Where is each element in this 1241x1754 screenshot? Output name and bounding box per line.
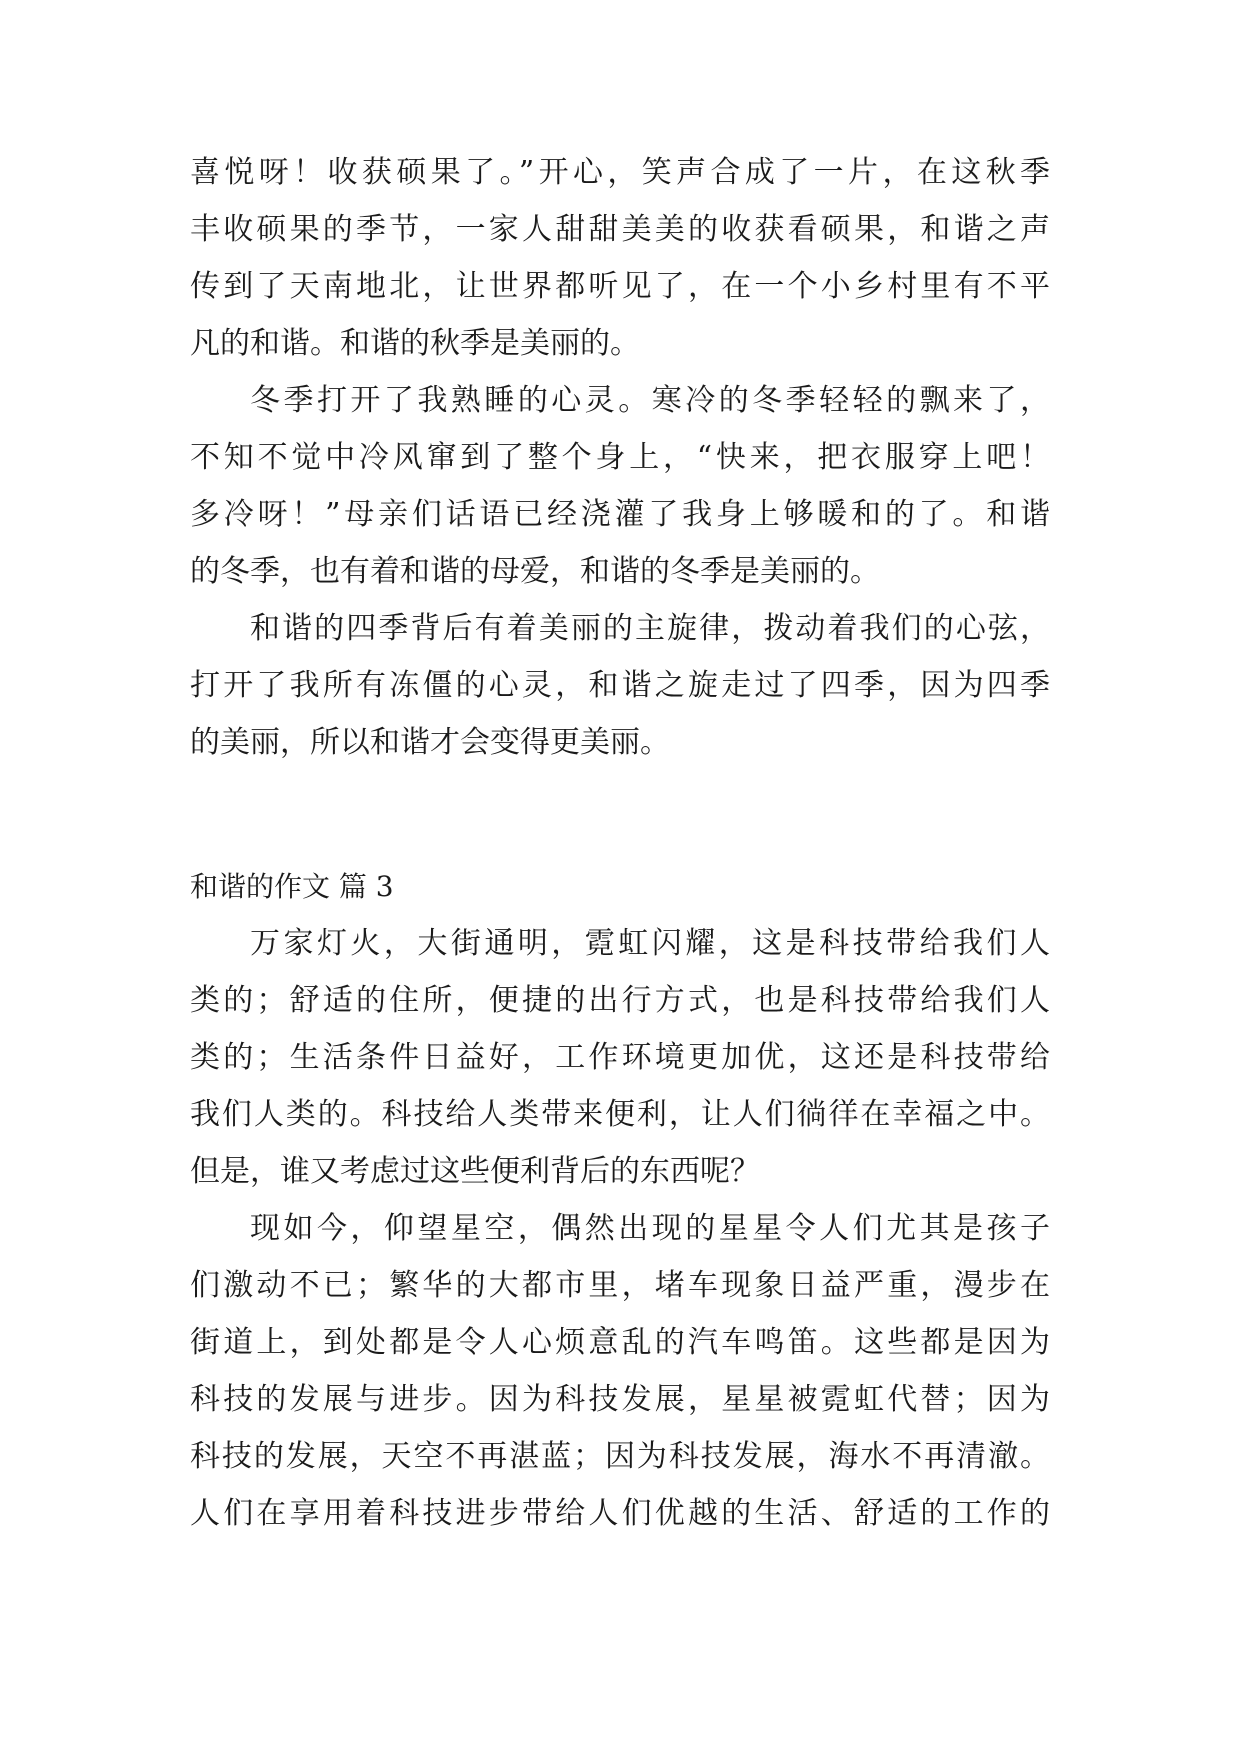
paragraph-line: 们激动不已；繁华的大都市里，堵车现象日益严重，漫步在 — [190, 1268, 1050, 1303]
paragraph-line: 喜悦呀！收获硕果了。”开心，笑声合成了一片，在这秋季 — [190, 155, 1050, 190]
paragraph-line: 科技的发展，天空不再湛蓝；因为科技发展，海水不再清澈。 — [190, 1439, 1050, 1474]
section-heading: 和谐的作文 篇 3 — [190, 870, 394, 903]
paragraph-line: 的美丽，所以和谐才会变得更美丽。 — [190, 725, 670, 760]
paragraph-line: 人们在享用着科技进步带给人们优越的生活、舒适的工作的 — [190, 1496, 1050, 1531]
paragraph-line: 不知不觉中冷风窜到了整个身上，“快来，把衣服穿上吧！ — [190, 440, 1050, 475]
paragraph-line: 万家灯火，大街通明，霓虹闪耀，这是科技带给我们人 — [250, 926, 1050, 961]
paragraph-line: 打开了我所有冻僵的心灵，和谐之旋走过了四季，因为四季 — [190, 668, 1050, 703]
paragraph-line: 的冬季，也有着和谐的母爱，和谐的冬季是美丽的。 — [190, 554, 880, 589]
paragraph-line: 传到了天南地北，让世界都听见了，在一个小乡村里有不平 — [190, 269, 1050, 304]
paragraph-line: 街道上，到处都是令人心烦意乱的汽车鸣笛。这些都是因为 — [190, 1325, 1050, 1360]
paragraph-line: 类的；生活条件日益好，工作环境更加优，这还是科技带给 — [190, 1040, 1050, 1075]
paragraph-line: 我们人类的。科技给人类带来便利，让人们徜徉在幸福之中。 — [190, 1097, 1050, 1132]
paragraph-line: 多冷呀！”母亲们话语已经浇灌了我身上够暖和的了。和谐 — [190, 497, 1050, 532]
paragraph-line: 和谐的四季背后有着美丽的主旋律，拨动着我们的心弦， — [250, 611, 1050, 646]
paragraph-line: 类的；舒适的住所，便捷的出行方式，也是科技带给我们人 — [190, 983, 1050, 1018]
paragraph-line: 凡的和谐。和谐的秋季是美丽的。 — [190, 326, 640, 361]
paragraph-line: 科技的发展与进步。因为科技发展，星星被霓虹代替；因为 — [190, 1382, 1050, 1417]
paragraph-line: 丰收硕果的季节，一家人甜甜美美的收获看硕果，和谐之声 — [190, 212, 1050, 247]
paragraph-line: 但是，谁又考虑过这些便利背后的东西呢？ — [190, 1154, 760, 1189]
paragraph-line: 现如今，仰望星空，偶然出现的星星令人们尤其是孩子 — [250, 1211, 1050, 1246]
paragraph-line: 冬季打开了我熟睡的心灵。寒冷的冬季轻轻的飘来了， — [250, 383, 1050, 418]
